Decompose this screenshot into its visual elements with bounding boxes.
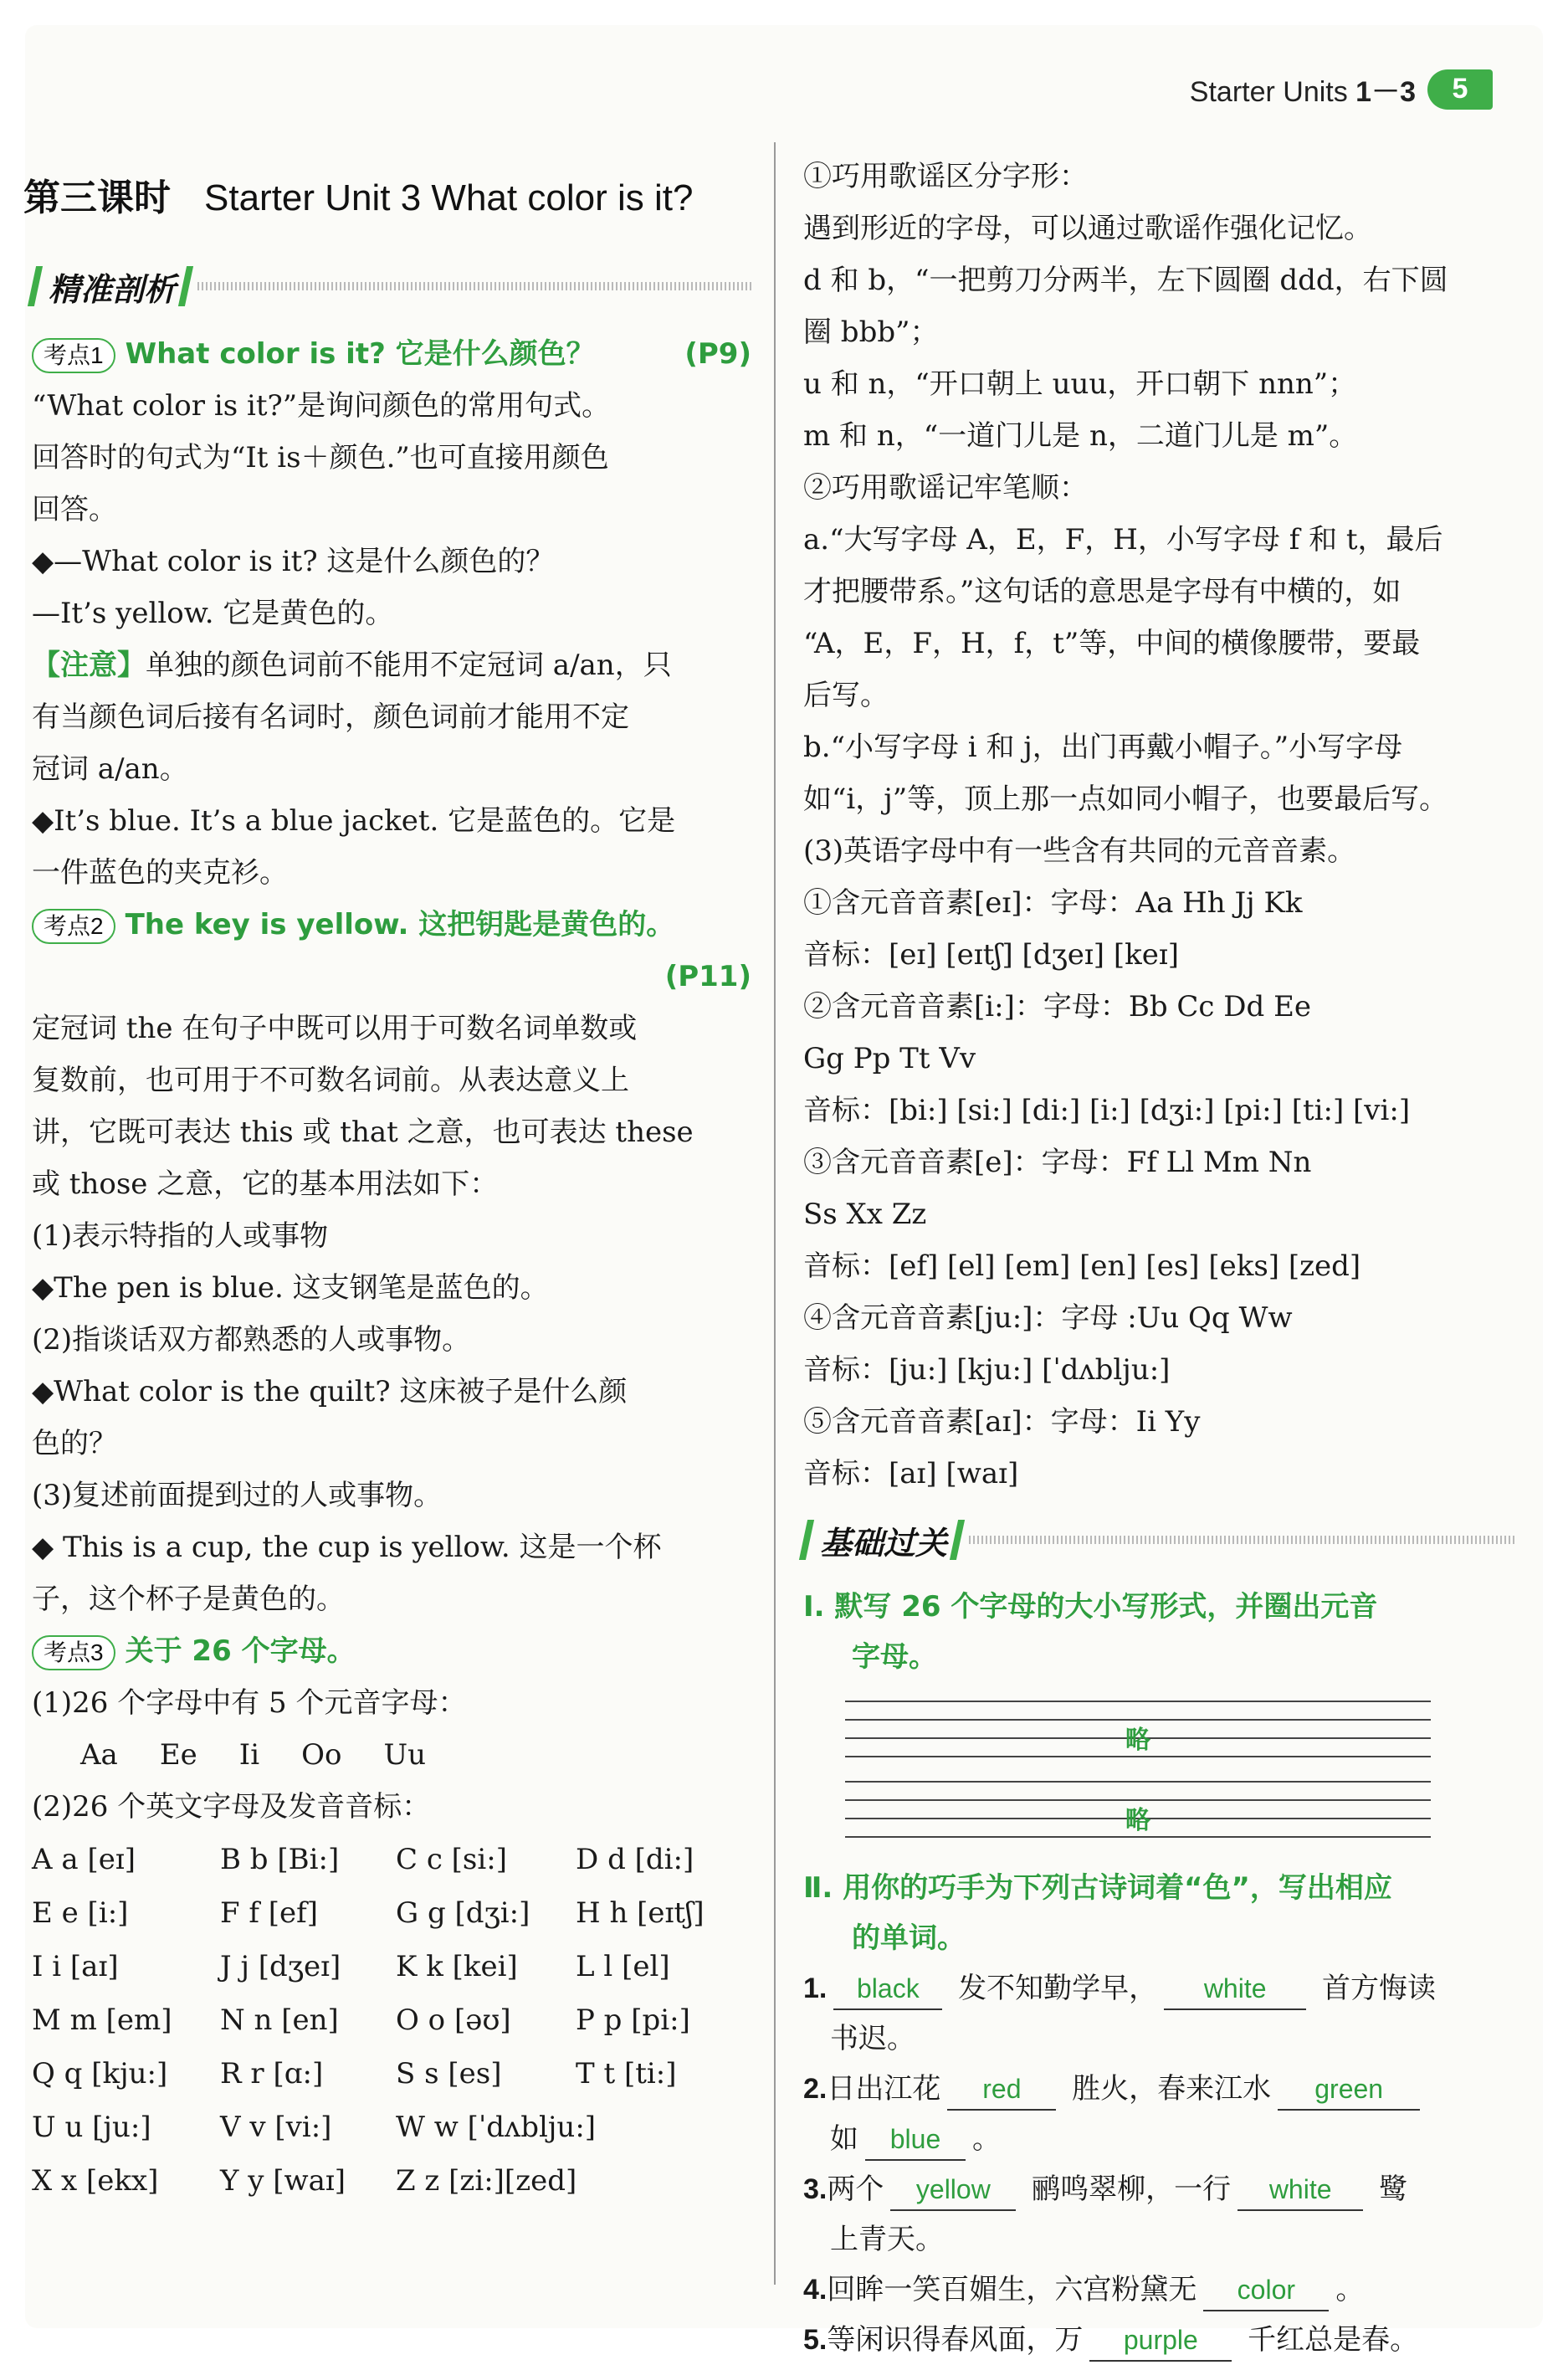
right-column [803, 151, 1514, 2365]
phoneme-group: Gg Pp Tt Vv [803, 1042, 976, 1075]
exercise-item [803, 2164, 1514, 2265]
page-ref: (P9) [684, 337, 751, 371]
four-line-grid[interactable] [845, 1694, 1431, 1771]
letter-cell [576, 2154, 751, 2208]
lesson-title-cn: 第三课时 [23, 177, 171, 218]
example-line: ◆What color is the quilt? 这床被子是什么颜 [32, 1375, 628, 1408]
answer-blank[interactable]: purple [1089, 2320, 1232, 2362]
text-line: “What color is it?”是询问颜色的常用句式。 [32, 389, 611, 423]
text-line: 讲，它既可表达 this 或 that 之意，也可表达 these [32, 1116, 694, 1149]
letter-cell: O o [əʊ] [396, 2003, 511, 2037]
item-text: 如 [830, 2122, 858, 2156]
vowel-list [32, 1729, 751, 1781]
banner-rule [969, 1536, 1514, 1544]
example-line: 一件蓝色的夹克衫。 [32, 856, 288, 890]
answer-blank[interactable]: red [947, 2069, 1056, 2111]
running-head [1190, 69, 1493, 110]
question-text: Ⅰ. 默写 26 个字母的大小写形式，并圈出元音 [803, 1590, 1378, 1624]
item-text: 鹂鸣翠柳，一行 [1022, 2173, 1232, 2206]
text-line: (2)26 个英文字母及发音音标： [32, 1790, 431, 1824]
letter-cell: D d [di:] [576, 1843, 694, 1876]
example-line: 子，这个杯子是黄色的。 [32, 1583, 345, 1616]
phonetic-line: 音标：[ef] [el] [em] [en] [es] [eks] [zed] [803, 1249, 1361, 1283]
phonetic-line: 音标：[aɪ] [waɪ] [803, 1457, 1019, 1490]
answer-text: 略 [1125, 1806, 1150, 1835]
phoneme-group: ④含元音音素[ju:]：字母 :Uu Qq Ww [803, 1301, 1293, 1335]
section-banner-analysis [32, 263, 751, 310]
note-line: 有当颜色词后接有名词时，颜色词前才能用不定 [32, 700, 629, 734]
text-line: 回答。 [32, 493, 117, 526]
phoneme-group: ①含元音音素[eɪ]：字母：Aa Hh Jj Kk [803, 886, 1303, 920]
letter-cell: W w [ˈdʌblju:] [396, 2111, 597, 2144]
letter-cell: Y y [waɪ] [220, 2164, 346, 2198]
lesson-title [23, 167, 751, 221]
usage-line: (1)表示特指的人或事物 [32, 1219, 329, 1253]
text-line: 回答时的句式为“It is＋颜色.”也可直接用颜色 [32, 441, 609, 475]
exercise-item [803, 2064, 1514, 2164]
item-text: 上青天。 [830, 2223, 944, 2256]
text-line: 或 those 之意，它的基本用法如下： [32, 1167, 499, 1201]
phonetic-line: 音标：[ju:] [kju:] [ˈdʌblju:] [803, 1353, 1171, 1387]
letter-cell: L l [el] [576, 1950, 670, 1983]
column-divider [774, 142, 776, 2285]
note-tag: 【注意】 [32, 649, 146, 682]
phonetic-line: 音标：[eɪ] [eɪtʃ] [dʒeɪ] [keɪ] [803, 938, 1179, 972]
item-text: 发不知勤学早， [949, 1972, 1158, 2005]
letter-cell: A a [eɪ] [32, 1843, 136, 1876]
letter-cell: Z z [zi:][zed] [396, 2164, 577, 2198]
letter-cell [576, 2101, 751, 2154]
text-line: b.“小写字母 i 和 j，出门再戴小帽子。”小写字母 [803, 731, 1403, 764]
example-line: —It’s yellow. 它是黄色的。 [32, 597, 394, 630]
answer-blank[interactable]: black [833, 1968, 942, 2010]
usage-line: (3)复述前面提到过的人或事物。 [32, 1479, 443, 1512]
letter-cell: I i [aɪ] [32, 1950, 119, 1983]
banner-rule [197, 282, 751, 290]
running-head-text: Starter Units 1－3 [1189, 76, 1416, 108]
letter-cell: S s [es] [396, 2057, 502, 2091]
phoneme-group: Ss Xx Zz [803, 1198, 927, 1231]
item-text: 千红总是春。 [1238, 2323, 1419, 2357]
point-2-heading [32, 899, 751, 951]
page-number-badge: 5 [1427, 69, 1493, 110]
four-line-grid[interactable] [845, 1774, 1431, 1851]
question-text: 的单词。 [852, 1921, 966, 1955]
question-2-heading [803, 1863, 1514, 1963]
example-line: 色的？ [32, 1427, 117, 1460]
item-text: 书迟。 [830, 2022, 915, 2055]
point-2-ref-line [32, 951, 751, 1003]
text-line: 定冠词 the 在句子中既可以用于可数名词单数或 [32, 1012, 638, 1045]
alphabet-table [32, 1833, 751, 2208]
letter-cell: Q q [kju:] [32, 2057, 168, 2091]
example-line: ◆—What color is it? 这是什么颜色的？ [32, 545, 555, 578]
phoneme-group: ⑤含元音音素[aɪ]：字母：Ii Yy [803, 1405, 1201, 1439]
item-number: 3. [803, 2173, 828, 2205]
lesson-title-en: Starter Unit 3 What color is it? [204, 177, 694, 218]
answer-blank[interactable]: white [1164, 1968, 1306, 2010]
example-line: ◆ This is a cup, the cup is yellow. 这是一个杯 [32, 1531, 662, 1564]
exercise-item [803, 2265, 1514, 2315]
phoneme-group: ②含元音音素[i:]：字母：Bb Cc Dd Ee [803, 990, 1312, 1023]
page-ref: (P11) [664, 960, 751, 993]
letter-cell: E e [i:] [32, 1896, 129, 1930]
point-title: 关于 26 个字母。 [125, 1634, 356, 1668]
letter-cell: K k [kei] [396, 1950, 518, 1983]
letter-cell: N n [en] [220, 2003, 339, 2037]
answer-blank[interactable]: color [1203, 2270, 1329, 2311]
text-line: 遇到形近的字母，可以通过歌谣作强化记忆。 [803, 212, 1372, 245]
vowel-item: Aa [80, 1738, 118, 1772]
answer-text: 略 [1125, 1726, 1150, 1755]
item-number: 5. [803, 2324, 828, 2356]
text-line: m 和 n，“一道门儿是 n，二道门儿是 m”。 [803, 419, 1358, 453]
text-line: a.“大写字母 A，E，F，H，小写字母 f 和 t，最后 [803, 523, 1443, 557]
vowel-item: Ee [159, 1738, 197, 1772]
usage-line: (2)指谈话双方都熟悉的人或事物。 [32, 1323, 471, 1357]
letter-cell: C c [si:] [396, 1843, 507, 1876]
section-banner-practice [803, 1516, 1514, 1563]
vowel-item: Uu [383, 1738, 426, 1772]
vowel-item: Ii [238, 1738, 260, 1772]
item-text: 首方悔读 [1313, 1972, 1436, 2005]
item-text: 日出江花 [827, 2072, 941, 2106]
letter-cell: U u [ju:] [32, 2111, 151, 2144]
example-line: ◆It’s blue. It’s a blue jacket. 它是蓝色的。它是 [32, 804, 676, 838]
exercise-item [803, 2315, 1514, 2365]
note-text: 单独的颜色词前不能用不定冠词 a/an，只 [146, 649, 672, 682]
exercise-item [803, 1963, 1514, 2064]
section-title: 精准剖析 [49, 270, 177, 308]
point-tag: 考点1 [32, 338, 115, 373]
item-text: 鹭 [1370, 2173, 1407, 2206]
note-line: 冠词 a/an。 [32, 752, 188, 786]
text-line: 才把腰带系。”这句话的意思是字母有中横的，如 [803, 575, 1401, 608]
text-line: (3)英语字母中有一些含有共同的元音音素。 [803, 834, 1356, 868]
question-1-heading [803, 1582, 1514, 1682]
letter-cell: G g [dʒi:] [396, 1896, 530, 1930]
question-text: Ⅱ. 用你的巧手为下列古诗词着“色”，写出相应 [803, 1871, 1392, 1905]
point-tag: 考点2 [32, 909, 115, 944]
vowel-item: Oo [301, 1738, 342, 1772]
text-line: u 和 n，“开口朝上 uuu，开口朝下 nnn”； [803, 367, 1357, 401]
letter-cell: M m [em] [32, 2003, 172, 2037]
item-text: 。 [1335, 2273, 1365, 2306]
letter-cell: F f [ef] [220, 1896, 319, 1930]
point-3-heading [32, 1625, 751, 1677]
letter-cell: P p [pi:] [576, 2003, 690, 2037]
text-line: ②巧用歌谣记牢笔顺： [803, 471, 1088, 505]
letter-cell: R r [ɑ:] [220, 2057, 324, 2091]
question-text: 字母。 [852, 1640, 937, 1674]
item-text: 两个 [827, 2173, 884, 2206]
text-line: ①巧用歌谣区分字形： [803, 160, 1088, 193]
item-number: 2. [803, 2073, 828, 2105]
letter-cell: J j [dʒeɪ] [220, 1950, 341, 1983]
writing-lines[interactable] [845, 1694, 1431, 1851]
phonetic-line: 音标：[bi:] [si:] [di:] [i:] [dʒi:] [pi:] [ti:] [vi:] [803, 1094, 1411, 1127]
point-title: The key is yellow. 这把钥匙是黄色的。 [125, 908, 675, 941]
text-line: 复数前，也可用于不可数名词前。从表达意义上 [32, 1064, 629, 1097]
section-title: 基础过关 [820, 1524, 948, 1562]
letter-cell: V v [vi:] [220, 2111, 332, 2144]
text-line: 后写。 [803, 679, 889, 712]
point-1-heading [32, 328, 751, 380]
answer-blank[interactable]: yellow [890, 2169, 1016, 2211]
item-text: 回眸一笑百媚生，六宫粉黛无 [827, 2273, 1197, 2306]
text-line: “A，E，F，H，f，t”等，中间的横像腰带，要最 [803, 627, 1421, 660]
item-number: 4. [803, 2274, 828, 2306]
point-tag: 考点3 [32, 1635, 115, 1670]
item-text: 。 [972, 2122, 1001, 2156]
letter-cell: X x [ekx] [32, 2164, 159, 2198]
text-line: 如“i，j”等，顶上那一点如同小帽子，也要最后写。 [803, 782, 1448, 816]
item-text: 胜火，春来江水 [1063, 2072, 1272, 2106]
example-line: ◆The pen is blue. 这支钢笔是蓝色的。 [32, 1271, 549, 1305]
answer-blank[interactable]: blue [865, 2119, 966, 2161]
text-line: 圈 bbb”； [803, 316, 939, 349]
note-line [32, 639, 751, 691]
answer-blank[interactable]: green [1278, 2069, 1420, 2111]
answer-blank[interactable]: white [1237, 2169, 1363, 2211]
point-title: What color is it? 它是什么颜色？ [125, 337, 595, 371]
text-line: d 和 b，“一把剪刀分两半，左下圆圈 ddd，右下圆 [803, 264, 1448, 297]
item-number: 1. [803, 1973, 828, 2004]
letter-cell: H h [eɪtʃ] [576, 1896, 705, 1930]
item-text: 等闲识得春风面，万 [827, 2323, 1084, 2357]
text-line: (1)26 个字母中有 5 个元音字母： [32, 1686, 467, 1720]
phoneme-group: ③含元音音素[e]：字母：Ff Ll Mm Nn [803, 1146, 1312, 1179]
left-column [23, 151, 751, 2208]
letter-cell: B b [Bi:] [220, 1843, 340, 1876]
letter-cell: T t [ti:] [576, 2057, 677, 2091]
